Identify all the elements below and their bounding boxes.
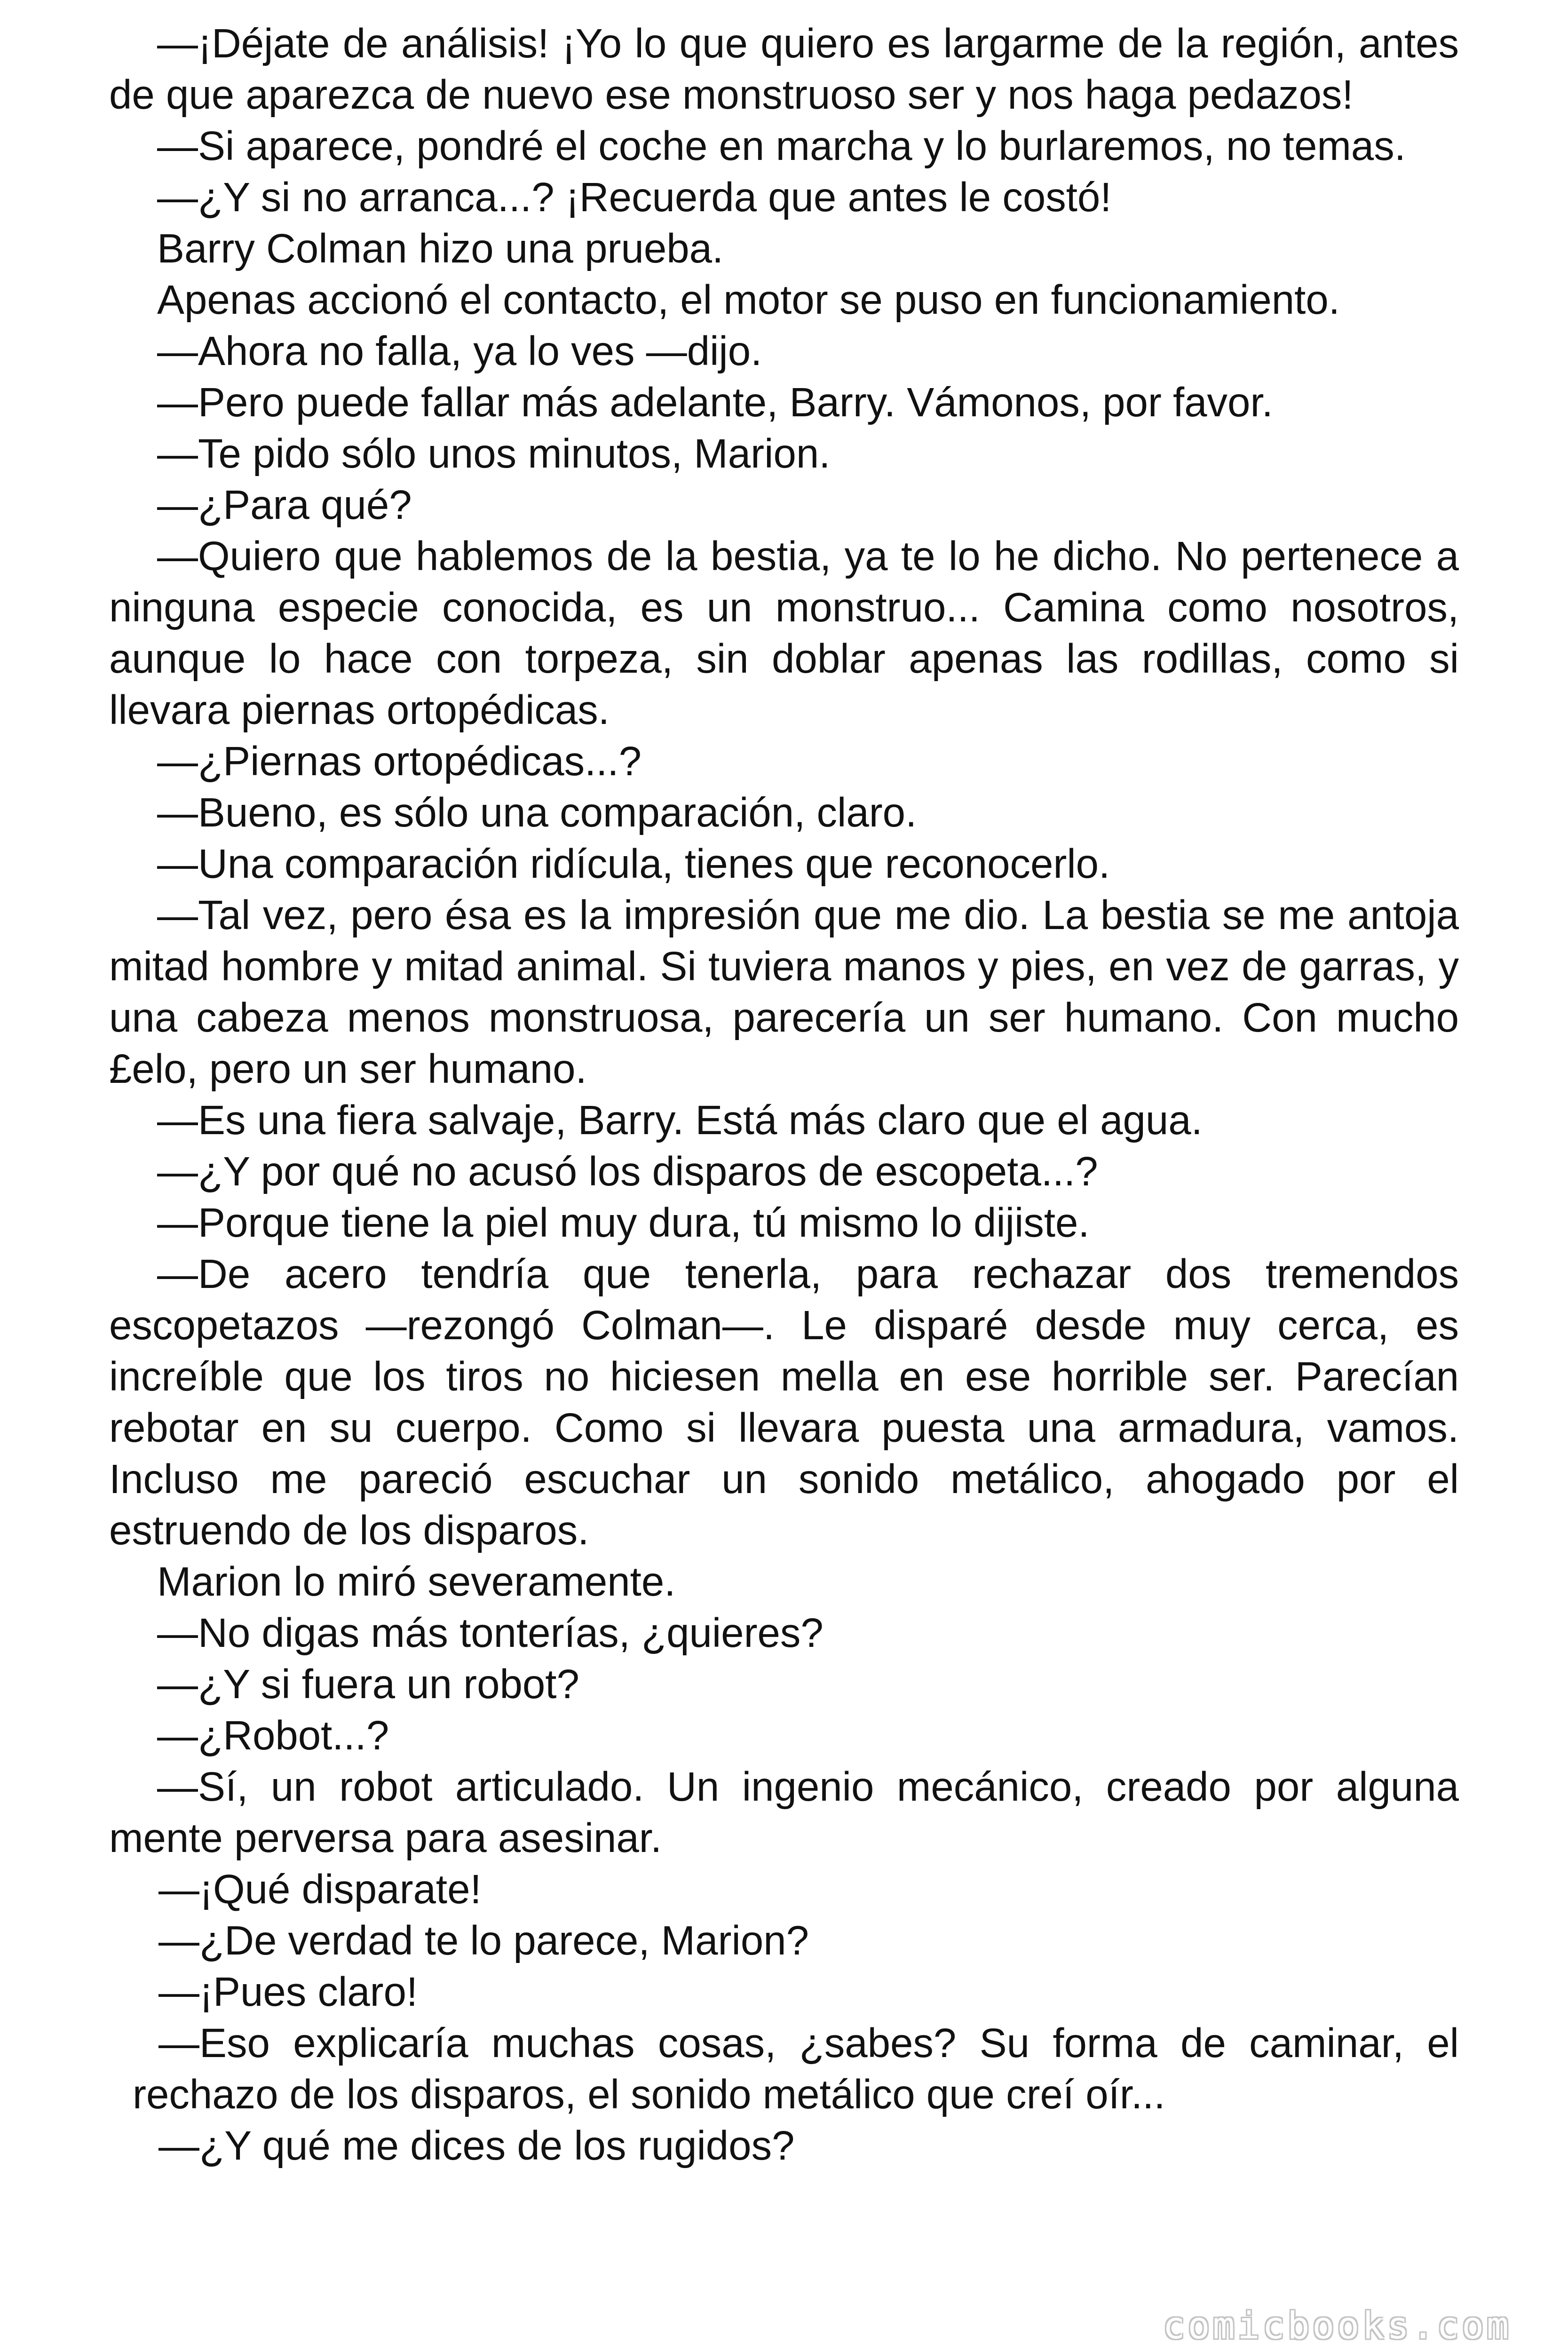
paragraph: —¿Y por qué no acusó los disparos de escopeta...?	[157, 1149, 1098, 1194]
paragraph: —¡Qué disparate!	[158, 1867, 482, 1912]
paragraph: —Una comparación ridícula, tienes que reconocerlo.	[157, 841, 1110, 887]
paragraph: —Si aparece, pondré el coche en marcha y lo burlaremos, no temas.	[157, 123, 1406, 169]
page-body-text	[109, 18, 1459, 2171]
paragraph: —Eso explicaría muchas cosas, ¿sabes? Su forma de caminar, el rechazo de los disparos, el sonido metálico que creí oír...	[133, 2020, 1459, 2117]
paragraph: —¿Y si no arranca...? ¡Recuerda que antes le costó!	[157, 175, 1112, 220]
paragraph: —Te pido sólo unos minutos, Marion.	[157, 431, 831, 477]
paragraph: —De acero tendría que tenerla, para rechazar dos tremendos escopetazos —rezongó Colman—. Le disparé desde muy cerca, es increíble que los tiros no hiciesen mella en ese horrible ser. Parecían rebotar en su cuerpo. Como si llevara puesta una armadura, vamos. Incluso me pareció escuchar un sonido metálico, ahogado por el estruendo de los disparos.	[109, 1251, 1459, 1553]
paragraph: —Quiero que hablemos de la bestia, ya te lo he dicho. No pertenece a ninguna especie conocida, es un monstruo... Camina como nosotros, aunque lo hace con torpeza, sin doblar apenas las rodillas, como si llevara piernas ortopédicas.	[109, 533, 1459, 733]
paragraph: —¿Para qué?	[157, 482, 412, 528]
paragraph: —¿Piernas ortopédicas...?	[157, 739, 641, 784]
paragraph: —No digas más tonterías, ¿quieres?	[157, 1610, 824, 1656]
paragraph: —Sí, un robot articulado. Un ingenio mecánico, creado por alguna mente perversa para asesinar.	[109, 1764, 1459, 1861]
paragraph: —Pero puede fallar más adelante, Barry. Vámonos, por favor.	[157, 380, 1273, 425]
paragraph: —Tal vez, pero ésa es la impresión que me dio. La bestia se me antoja mitad hombre y mitad animal. Si tuviera manos y pies, en vez de garras, y una cabeza menos monstruosa, parecería un ser humano. Con mucho £elo, pero un ser humano.	[109, 892, 1459, 1092]
paragraph: —Es una fiera salvaje, Barry. Está más claro que el agua.	[157, 1097, 1203, 1143]
paragraph: —Bueno, es sólo una comparación, claro.	[157, 790, 917, 835]
paragraph: Barry Colman hizo una prueba.	[157, 226, 724, 271]
paragraph: —¡Pues claro!	[158, 1969, 418, 2015]
paragraph: —¿Robot...?	[157, 1713, 389, 1758]
paragraph: Marion lo miró severamente.	[157, 1559, 676, 1605]
paragraph: —¿Y si fuera un robot?	[157, 1661, 579, 1707]
paragraph: —¿De verdad te lo parece, Marion?	[158, 1918, 809, 1963]
paragraph: —¡Déjate de análisis! ¡Yo lo que quiero es largarme de la región, antes de que aparezca de nuevo ese monstruoso ser y nos haga pedazos!	[109, 21, 1459, 118]
paragraph: —Porque tiene la piel muy dura, tú mismo lo dijiste.	[157, 1200, 1090, 1246]
paragraph: —¿Y qué me dices de los rugidos?	[158, 2123, 795, 2169]
site-watermark: comicbooks.com	[1163, 2305, 1512, 2347]
paragraph: —Ahora no falla, ya lo ves —dijo.	[157, 328, 762, 374]
paragraph: Apenas accionó el contacto, el motor se puso en funcionamiento.	[157, 277, 1340, 323]
